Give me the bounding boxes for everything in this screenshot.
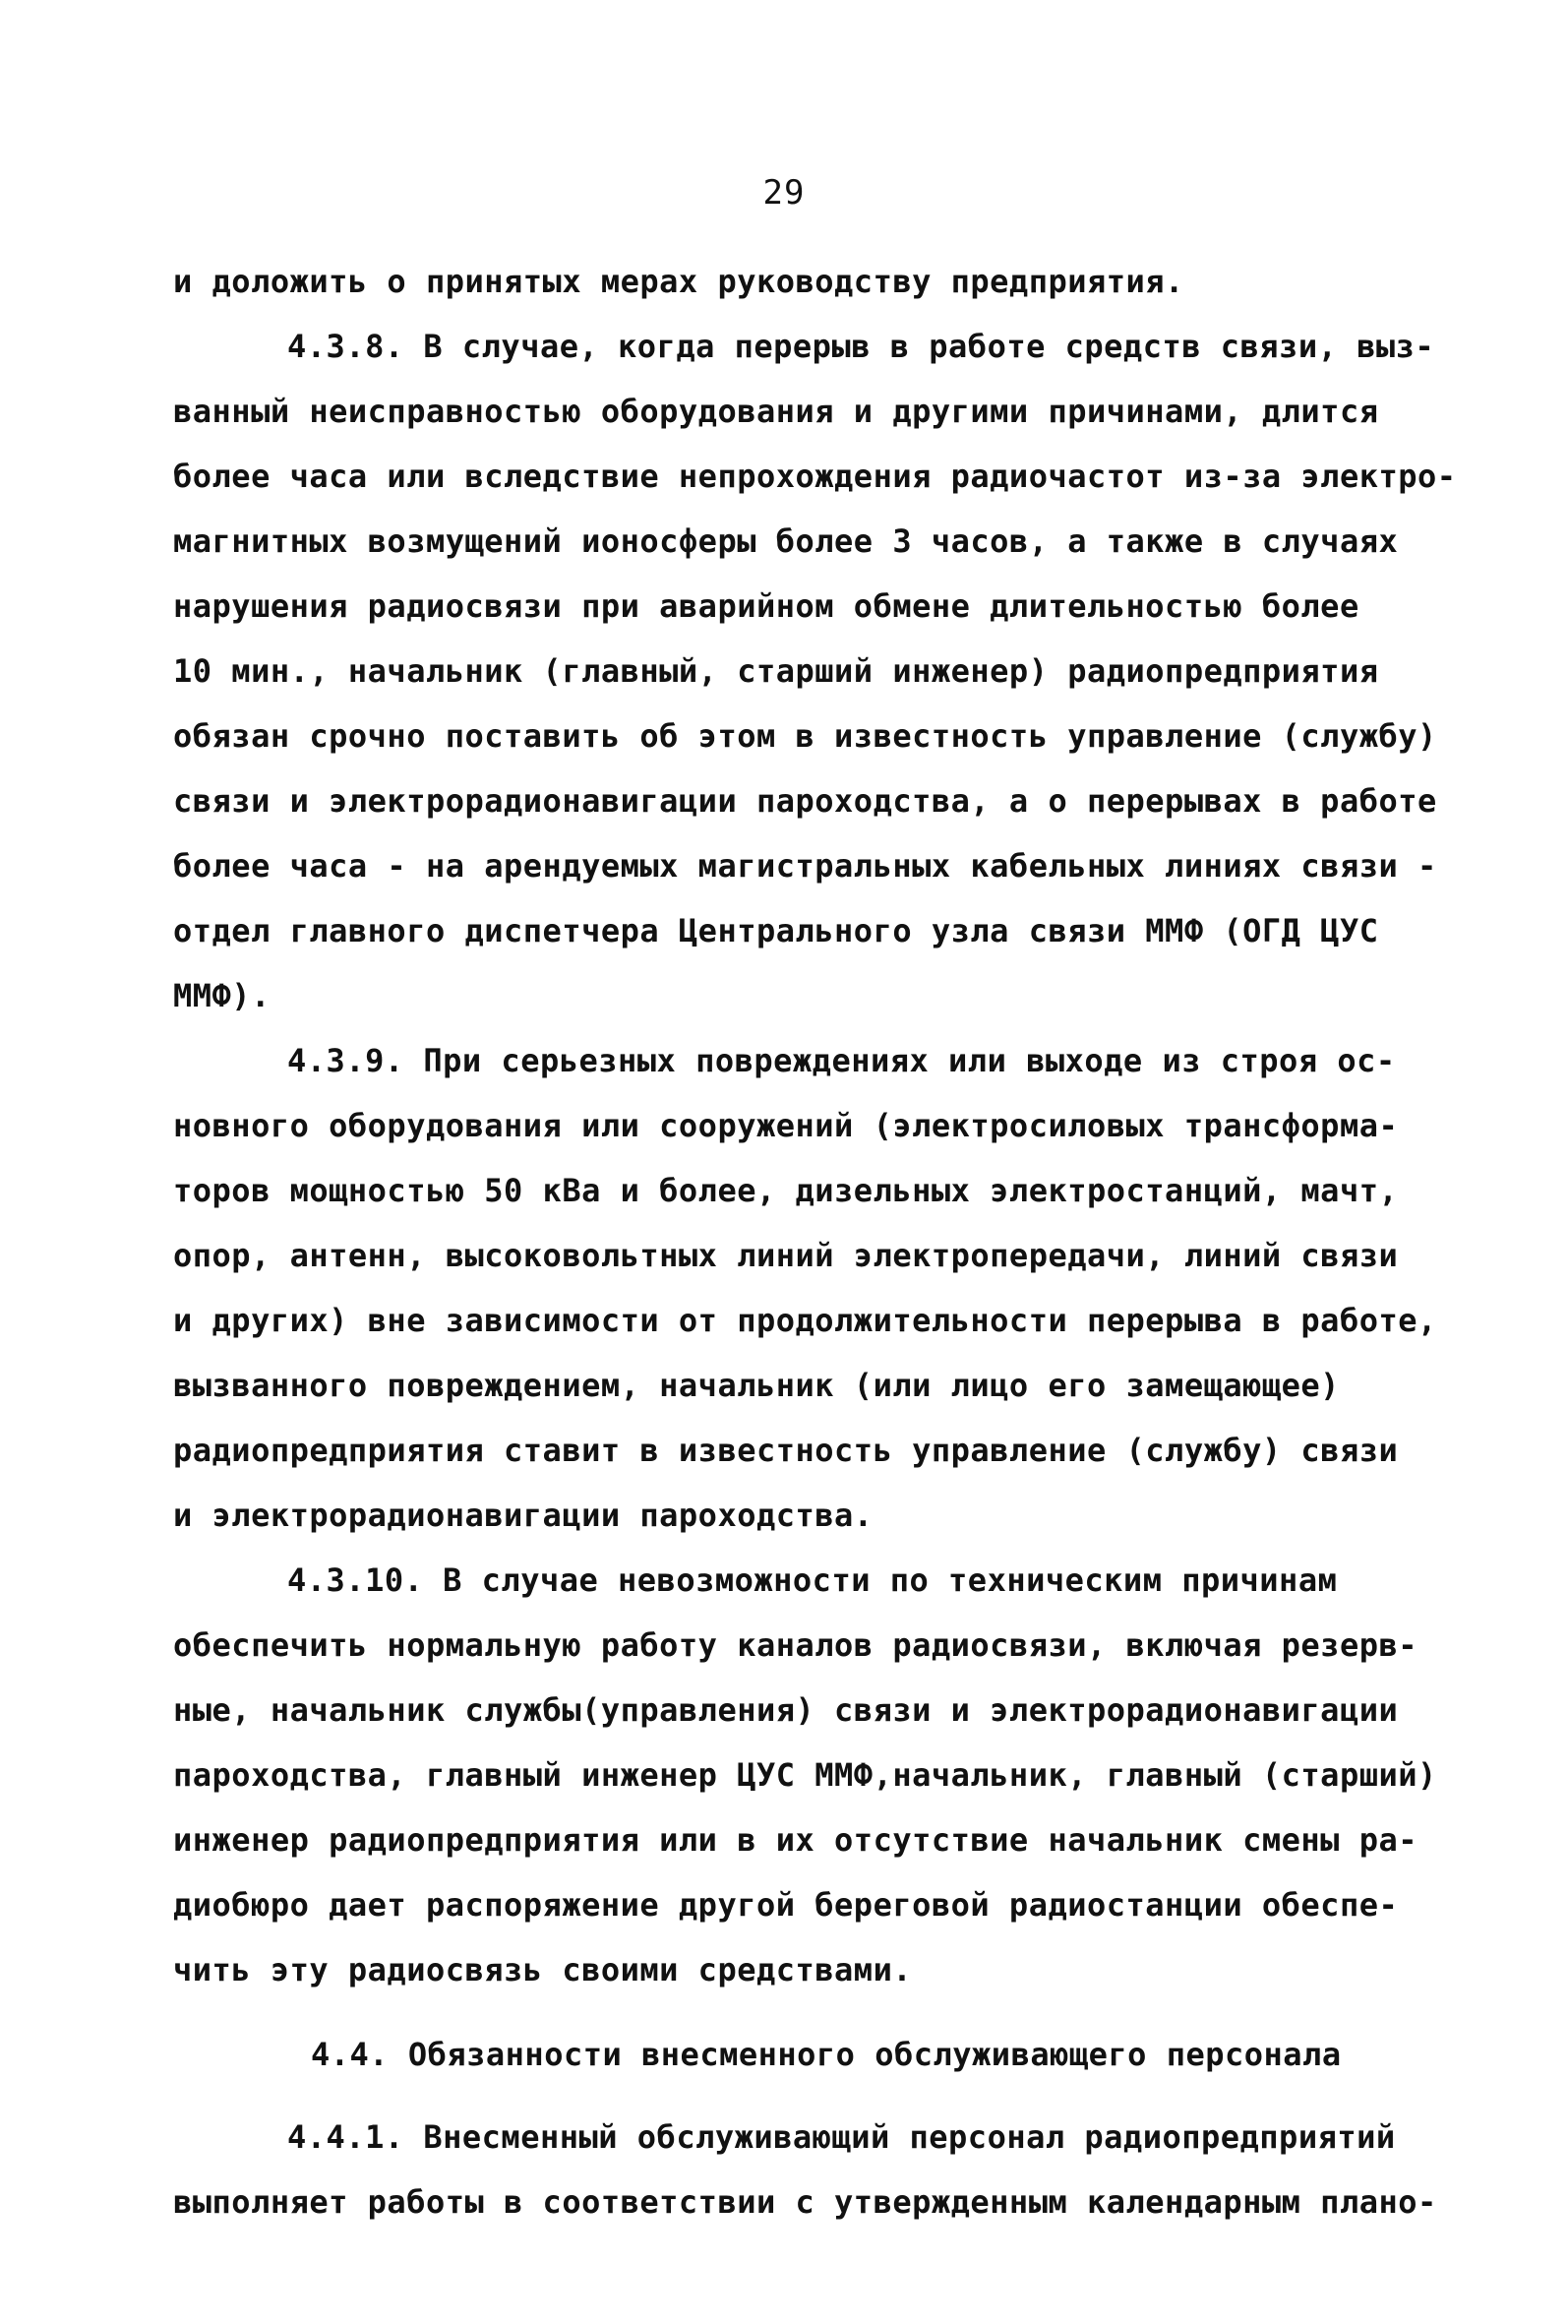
text-line: диобюро дает распоряжение другой береговой радиостанции обеспе- [173,1886,1399,1924]
text-line: отдел главного диспетчера Центрального узла связи ММФ (ОГД ЦУС [173,912,1379,949]
text-line: нарушения радиосвязи при аварийном обмене длительностью более [173,587,1359,625]
text-line: и доложить о принятых мерах руководству предприятия. [173,263,1184,300]
text-line: ММФ). [173,977,271,1014]
text-line: пароходства, главный инженер ЦУС ММФ,начальник, главный (старший) [173,1756,1437,1794]
text-line: связи и электрорадионавигации пароходства, а о перерывах в работе [173,782,1437,820]
text-line: ные, начальник службы(управления) связи и электрорадионавигации [173,1691,1399,1729]
section-4-3-9-line: 4.3.9. При серьезных повреждениях или выходе из строя ос- [287,1042,1396,1079]
text-line: радиопредприятия ставит в известность управление (службу) связи [173,1432,1399,1469]
text-line: обязан срочно поставить об этом в известность управление (службу) [173,717,1437,755]
text-line: торов мощностью 50 кВа и более, дизельных электростанций, мачт, [173,1172,1399,1209]
section-4-3-10-line: 4.3.10. В случае невозможности по техническим причинам [287,1561,1338,1599]
text-line: магнитных возмущений ионосферы более 3 часов, а также в случаях [173,522,1399,560]
text-line: 10 мин., начальник (главный, старший инженер) радиопредприятия [173,652,1379,690]
section-heading-4-4: 4.4. Обязанности внесменного обслуживающего персонала [311,2036,1342,2073]
section-4-4-1-line: 4.4.1. Внесменный обслуживающий персонал радиопредприятий [287,2118,1396,2156]
section-4-3-8-line: 4.3.8. В случае, когда перерыв в работе средств связи, выз- [287,328,1435,365]
text-line: более часа - на арендуемых магистральных кабельных линиях связи - [173,847,1437,885]
page-number: 29 [762,173,806,213]
text-line: новного оборудования или сооружений (электросиловых трансформа- [173,1107,1399,1144]
text-line: чить эту радиосвязь своими средствами. [173,1951,913,1988]
text-line: и электрорадионавигации пароходства. [173,1497,874,1534]
text-line: обеспечить нормальную работу каналов радиосвязи, включая резерв- [173,1626,1417,1664]
text-line: опор, антенн, высоковольтных линий электропередачи, линий связи [173,1237,1399,1274]
text-line: выполняет работы в соответствии с утвержденным календарным плано- [173,2183,1437,2221]
text-line: инженер радиопредприятия или в их отсутствие начальник смены ра- [173,1821,1417,1859]
text-line: более часа или вследствие непрохождения радиочастот из-за электро- [173,458,1457,495]
text-line: и других) вне зависимости от продолжительности перерыва в работе, [173,1302,1437,1339]
text-line: ванный неисправностью оборудования и другими причинами, длится [173,393,1379,430]
text-line: вызванного повреждением, начальник (или лицо его замещающее) [173,1367,1340,1404]
